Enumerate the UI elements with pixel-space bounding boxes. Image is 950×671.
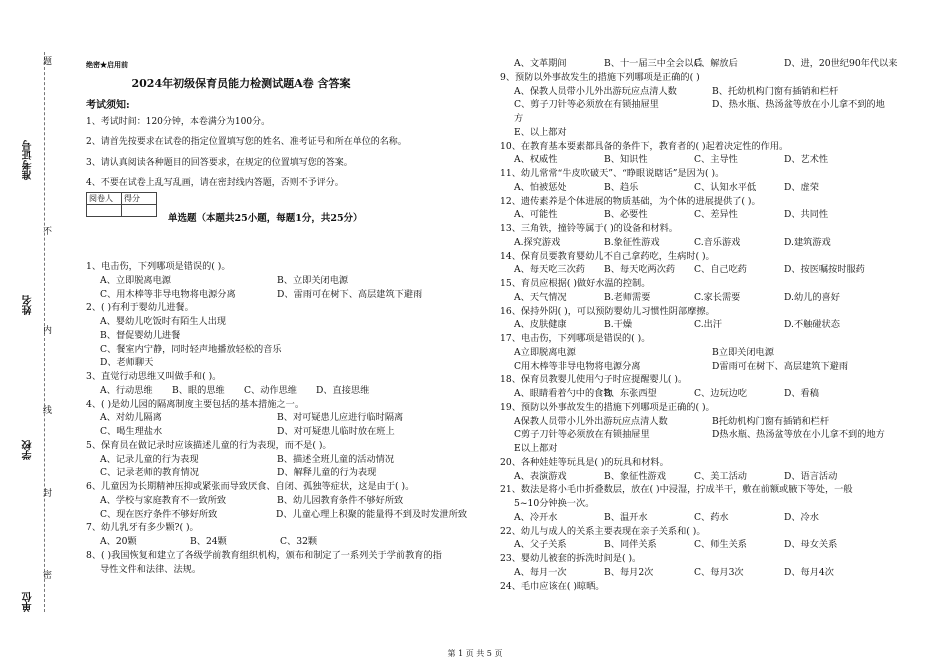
answer-option[interactable]: D、进，20世纪90年代以来 <box>784 58 898 69</box>
question-stem: 19、预防以外事故发生的措施下列哪项是正确的( )。 <box>500 401 715 413</box>
answer-option[interactable]: 方 <box>514 113 524 124</box>
answer-option[interactable]: C、剪子刀针等必须放在有锁抽屉里 <box>514 99 659 111</box>
answer-option[interactable]: D、看稿 <box>784 388 819 399</box>
question-stem: 1、电击伤，下列哪项是错误的( )。 <box>86 261 231 272</box>
question-stem: 7、幼儿乳牙有多少颗?( )。 <box>86 522 199 534</box>
answer-option[interactable]: B、每月2次 <box>604 566 654 578</box>
answer-option[interactable]: D、冷水 <box>784 511 819 523</box>
answer-option[interactable]: D热水瓶、热汤盆等放在小儿拿不到的地方 <box>712 429 885 441</box>
answer-option[interactable]: E、以上都对 <box>514 126 567 138</box>
question-stem: 14、保育员要教育婴幼儿不自己拿药吃，生病时( )。 <box>500 250 715 262</box>
answer-option[interactable]: C、餐室内宁静，同时轻声地播放轻松的音乐 <box>100 343 282 355</box>
answer-option[interactable]: A、每月一次 <box>514 566 567 578</box>
question-stem: 13、三角铁，撞铃等属于( )的设备和材料。 <box>500 223 678 234</box>
answer-option[interactable]: A保教人员带小儿外出游玩应点清人数 <box>514 415 668 427</box>
answer-option[interactable]: C、喝生理盐水 <box>100 426 163 437</box>
answer-option[interactable]: B、同伴关系 <box>604 539 657 551</box>
section-heading: 单选题（本题共25小题，每题1分，共25分） <box>168 213 363 224</box>
option-row <box>500 318 920 332</box>
option-row <box>86 425 466 439</box>
option-row <box>500 263 920 277</box>
answer-option[interactable]: B.干燥 <box>604 319 633 331</box>
answer-option[interactable]: B、托幼机构门窗有插销和栏杆 <box>712 85 839 97</box>
answer-option[interactable]: D、儿童心理上积聚的能量得不到及时发泄所致 <box>276 508 468 520</box>
answer-option[interactable]: C、自己吃药 <box>694 264 747 276</box>
question-stem: 18、保育员教婴儿使用勺子时应提醒婴儿( )。 <box>500 374 688 386</box>
option-row <box>500 57 920 71</box>
score-table-score: 得分 <box>122 193 157 205</box>
answer-option[interactable]: B、知识性 <box>604 154 648 166</box>
answer-option[interactable]: B、眼的思维 <box>172 384 225 396</box>
question-stem: 12、遗传素养是个体进展的物质基础，为个体的进展提供了( )。 <box>500 195 761 207</box>
answer-option[interactable]: B、24颗 <box>190 536 227 547</box>
option-row <box>500 428 920 442</box>
answer-option[interactable]: C.音乐游戏 <box>694 236 741 248</box>
answer-option[interactable]: C、每月3次 <box>694 566 744 578</box>
answer-option[interactable]: D、虚荣 <box>784 181 819 193</box>
option-row <box>500 538 920 552</box>
answer-option[interactable]: A、婴幼儿吃饭时有陌生人出现 <box>100 316 227 327</box>
option-row <box>86 274 466 288</box>
answer-option[interactable]: A、可能性 <box>514 209 558 221</box>
field-exam-id: 准考证号 <box>23 140 34 180</box>
question-column-right <box>500 57 920 593</box>
option-row <box>500 346 920 360</box>
answer-option[interactable]: C.家长需要 <box>694 291 741 303</box>
question-stem: 16、保持外阴( )，可以预防婴幼儿习惯性阴部摩擦。 <box>500 305 715 317</box>
option-row <box>500 126 920 140</box>
option-row <box>500 442 920 456</box>
option-row <box>86 329 466 343</box>
answer-option[interactable]: C.出汗 <box>694 319 722 331</box>
answer-option[interactable]: B托幼机构门窗有插销和栏杆 <box>712 415 830 427</box>
answer-option[interactable]: C、认知水平低 <box>694 181 757 193</box>
answer-option[interactable]: C剪子刀针等必须放在有锁抽屉里 <box>514 429 650 441</box>
question-stem: 11、幼儿常常“牛皮吹破天”、“睁眼说瞎话”是因为( )。 <box>500 168 725 179</box>
option-row <box>500 497 920 511</box>
answer-option[interactable]: C、师生关系 <box>694 539 747 551</box>
score-table <box>86 192 157 217</box>
note-item: 2、请首先按要求在试卷的指定位置填写您的姓名、准考证号和所在单位的名称。 <box>86 137 407 148</box>
option-row <box>86 494 466 508</box>
field-school: 学校 <box>23 440 34 460</box>
answer-option[interactable]: B、东张西望 <box>604 388 657 399</box>
question-stem: 4、( )是幼儿园的隔离制度主要包括的基本措施之一。 <box>86 398 305 410</box>
answer-option[interactable]: A.探究游戏 <box>514 236 561 248</box>
option-row <box>86 466 466 480</box>
note-item: 4、不要在试卷上乱写乱画，请在密封线内答题，否则不予评分。 <box>86 177 344 188</box>
answer-option[interactable]: E以上都对 <box>514 443 558 454</box>
answer-option[interactable]: A、父子关系 <box>514 539 567 551</box>
answer-option[interactable]: D、母女关系 <box>784 539 838 551</box>
option-row <box>500 470 920 484</box>
answer-option[interactable]: D、热水瓶、热汤盆等放在小儿拿不到的地 <box>712 99 885 111</box>
option-row <box>500 153 920 167</box>
answer-option[interactable]: D、共同性 <box>784 209 829 221</box>
answer-option[interactable]: B、督促婴幼儿进餐 <box>100 329 181 341</box>
answer-option[interactable]: B、象征性游戏 <box>604 470 666 482</box>
option-row <box>86 411 466 425</box>
answer-option[interactable]: B、温开水 <box>604 511 648 523</box>
option-row <box>86 563 466 577</box>
seal-char-4: 线 <box>41 405 51 414</box>
option-row <box>86 288 466 302</box>
binding-margin <box>0 0 72 671</box>
option-row <box>500 208 920 222</box>
option-row <box>500 566 920 580</box>
answer-option[interactable]: B、描述全班儿童的活动情况 <box>277 453 395 465</box>
option-row <box>86 453 466 467</box>
note-item: 1、考试时间：120分钟，本卷满分为100分。 <box>86 117 271 127</box>
answer-option[interactable]: A、冷开水 <box>514 511 558 523</box>
answer-option[interactable]: C、32颗 <box>280 536 318 547</box>
answer-option[interactable]: B、十一届三中全会以后 <box>604 58 703 69</box>
seal-char-3: 内 <box>41 325 51 334</box>
answer-option[interactable]: C、用木棒等非导电物将电源分离 <box>100 288 236 300</box>
option-row <box>86 535 466 549</box>
answer-option[interactable]: D雷雨可在树下、高层建筑下避雨 <box>712 360 849 372</box>
answer-option[interactable]: A、文革期间 <box>514 58 567 69</box>
answer-option[interactable]: A、每天吃三次药 <box>514 264 585 276</box>
seal-char-5: 封 <box>41 488 51 497</box>
answer-option[interactable]: B.象征性游戏 <box>604 236 660 248</box>
answer-option[interactable]: 导性文件和法律、法规。 <box>100 563 202 575</box>
answer-option[interactable]: D、直接思维 <box>316 384 370 396</box>
score-table-grader: 阅卷人 <box>87 193 122 205</box>
answer-option[interactable]: D、解释儿童的行为表现 <box>277 467 377 479</box>
notes-title: 考试须知: <box>86 100 130 111</box>
note-item: 3、请认真阅读各种题目的回答要求，在规定的位置填写您的答案。 <box>86 157 353 168</box>
question-stem: 2、( )有利于婴幼儿进餐。 <box>86 302 194 314</box>
option-row <box>500 511 920 525</box>
answer-option[interactable]: D、对可疑患儿临时放在班上 <box>277 426 395 437</box>
option-row <box>86 384 466 398</box>
answer-option[interactable]: C、现在医疗条件不够好所致 <box>100 508 218 520</box>
option-row <box>500 85 920 99</box>
seal-char-6: 密 <box>41 570 51 579</box>
answer-option[interactable]: C、主导性 <box>694 154 738 166</box>
answer-option[interactable]: D.建筑游戏 <box>784 236 831 248</box>
option-row <box>86 343 466 357</box>
answer-option[interactable]: 5~10分钟换一次。 <box>514 498 595 509</box>
answer-option[interactable]: D、老师聊天 <box>100 357 154 369</box>
page-footer: 第 1 页 共 5 页 <box>447 649 503 658</box>
field-name: 姓名 <box>23 295 34 315</box>
answer-option[interactable]: A、20颗 <box>100 536 137 547</box>
question-stem: 17、电击伤，下列哪项是错误的( )。 <box>500 333 651 344</box>
answer-option[interactable]: D.幼儿的喜好 <box>784 291 840 303</box>
answer-option[interactable]: B、趋乐 <box>604 181 639 193</box>
option-row <box>86 508 466 522</box>
question-stem: 3、直觉行动思维又叫做手和( )。 <box>86 371 222 382</box>
answer-option[interactable]: A立即脱离电源 <box>514 346 576 358</box>
answer-option[interactable]: B、必要性 <box>604 209 648 221</box>
confidential-mark: 绝密★启用前 <box>86 60 128 69</box>
question-column-left <box>86 260 466 576</box>
answer-option[interactable]: B.老师需要 <box>604 291 651 303</box>
option-row <box>500 181 920 195</box>
option-row <box>500 415 920 429</box>
option-row <box>500 236 920 250</box>
option-row <box>500 98 920 112</box>
score-table-cell[interactable] <box>122 205 157 217</box>
answer-option[interactable]: A、保教人员带小儿外出游玩应点清人数 <box>514 85 677 97</box>
option-row <box>500 360 920 374</box>
answer-option[interactable]: A、皮肤健康 <box>514 319 567 331</box>
answer-option[interactable]: B、每天吃两次药 <box>604 264 676 276</box>
answer-option[interactable]: A、立即脱离电源 <box>100 274 171 286</box>
notes-list <box>86 116 416 197</box>
answer-option[interactable]: D、艺术性 <box>784 154 829 166</box>
seal-char-top: 题 <box>41 56 51 65</box>
answer-option[interactable]: B、对可疑患儿应进行临时隔离 <box>277 412 404 424</box>
option-row <box>500 112 920 126</box>
page-title: 2024年初级保育员能力检测试题A卷 含答案 <box>131 77 351 90</box>
question-stem: 6、儿童因为长期精神压抑或紧张而导致厌食、自闭、孤独等症状，这是由于( )。 <box>86 481 415 492</box>
answer-option[interactable]: B、立即关闭电源 <box>277 274 349 286</box>
question-stem: 21、数法是将小毛巾折叠数层，放在( )中浸湿，拧成半干，敷在前额或腋下等处，一般 <box>500 484 853 496</box>
answer-option[interactable]: C、美工活动 <box>694 470 747 482</box>
answer-option[interactable]: A、表演游戏 <box>514 470 567 482</box>
answer-option[interactable]: C、解放后 <box>694 58 738 69</box>
answer-option[interactable]: D、语言活动 <box>784 470 838 482</box>
answer-option[interactable]: A、怕被惩处 <box>514 181 567 193</box>
question-stem: 23、婴幼儿被套的拆洗时间是( )。 <box>500 553 642 564</box>
answer-option[interactable]: A、权威性 <box>514 154 558 166</box>
answer-option[interactable]: C、差异性 <box>694 209 738 221</box>
seal-char-2: 不 <box>41 226 51 235</box>
option-row <box>86 356 466 370</box>
answer-option[interactable]: A、学校与家庭教育不一致所致 <box>100 494 227 506</box>
question-stem: 10、在教育基本要素都具备的条件下，教育者的( )起着决定性的作用。 <box>500 140 789 152</box>
answer-option[interactable]: A、行动思维 <box>100 384 153 396</box>
answer-option[interactable]: D.不触碰状态 <box>784 319 840 331</box>
question-stem: 22、幼儿与成人的关系主要表现在亲子关系和( )。 <box>500 525 706 537</box>
answer-option[interactable]: D、按医嘱按时服药 <box>784 264 865 276</box>
answer-option[interactable]: C用木棒等非导电物将电源分离 <box>514 360 641 372</box>
answer-option[interactable]: A、眼睛看着勺中的食物 <box>514 388 613 399</box>
answer-option[interactable]: D、每月4次 <box>784 566 834 578</box>
answer-option[interactable]: B、幼儿园教育条件不够好所致 <box>277 494 404 506</box>
question-stem: 9、预防以外事故发生的措施下列哪项是正确的( ) <box>500 71 700 83</box>
question-stem: 24、毛巾应该在( )晾晒。 <box>500 580 605 592</box>
option-row <box>86 315 466 329</box>
answer-option[interactable]: C、记录老师的教育情况 <box>100 467 199 479</box>
question-stem: 15、育员应根据( )做好水温的控制。 <box>500 278 651 289</box>
option-row <box>500 387 920 401</box>
field-unit: 单位 <box>23 592 34 612</box>
answer-option[interactable]: C、边玩边吃 <box>694 388 747 399</box>
question-stem: 5、保育员在做记录时应该描述儿童的行为表现，而不是( )。 <box>86 439 332 451</box>
answer-option[interactable]: A、天气情况 <box>514 291 567 303</box>
option-row <box>500 291 920 305</box>
score-table-cell[interactable] <box>87 205 122 217</box>
answer-option[interactable]: D、雷雨可在树下、高层建筑下避雨 <box>277 288 423 300</box>
answer-option[interactable]: A、记录儿童的行为表现 <box>100 453 199 465</box>
question-stem: 8、( )我国恢复和建立了各级学前教育组织机构，颁布和制定了一系列关于学前教育的指 <box>86 549 442 561</box>
answer-option[interactable]: C、药水 <box>694 511 729 523</box>
answer-option[interactable]: B立即关闭电源 <box>712 346 774 358</box>
answer-option[interactable]: A、对幼儿隔离 <box>100 412 162 424</box>
answer-option[interactable]: C、动作思维 <box>244 384 297 396</box>
question-stem: 20、各种娃娃等玩具是( )的玩具和材料。 <box>500 456 669 468</box>
